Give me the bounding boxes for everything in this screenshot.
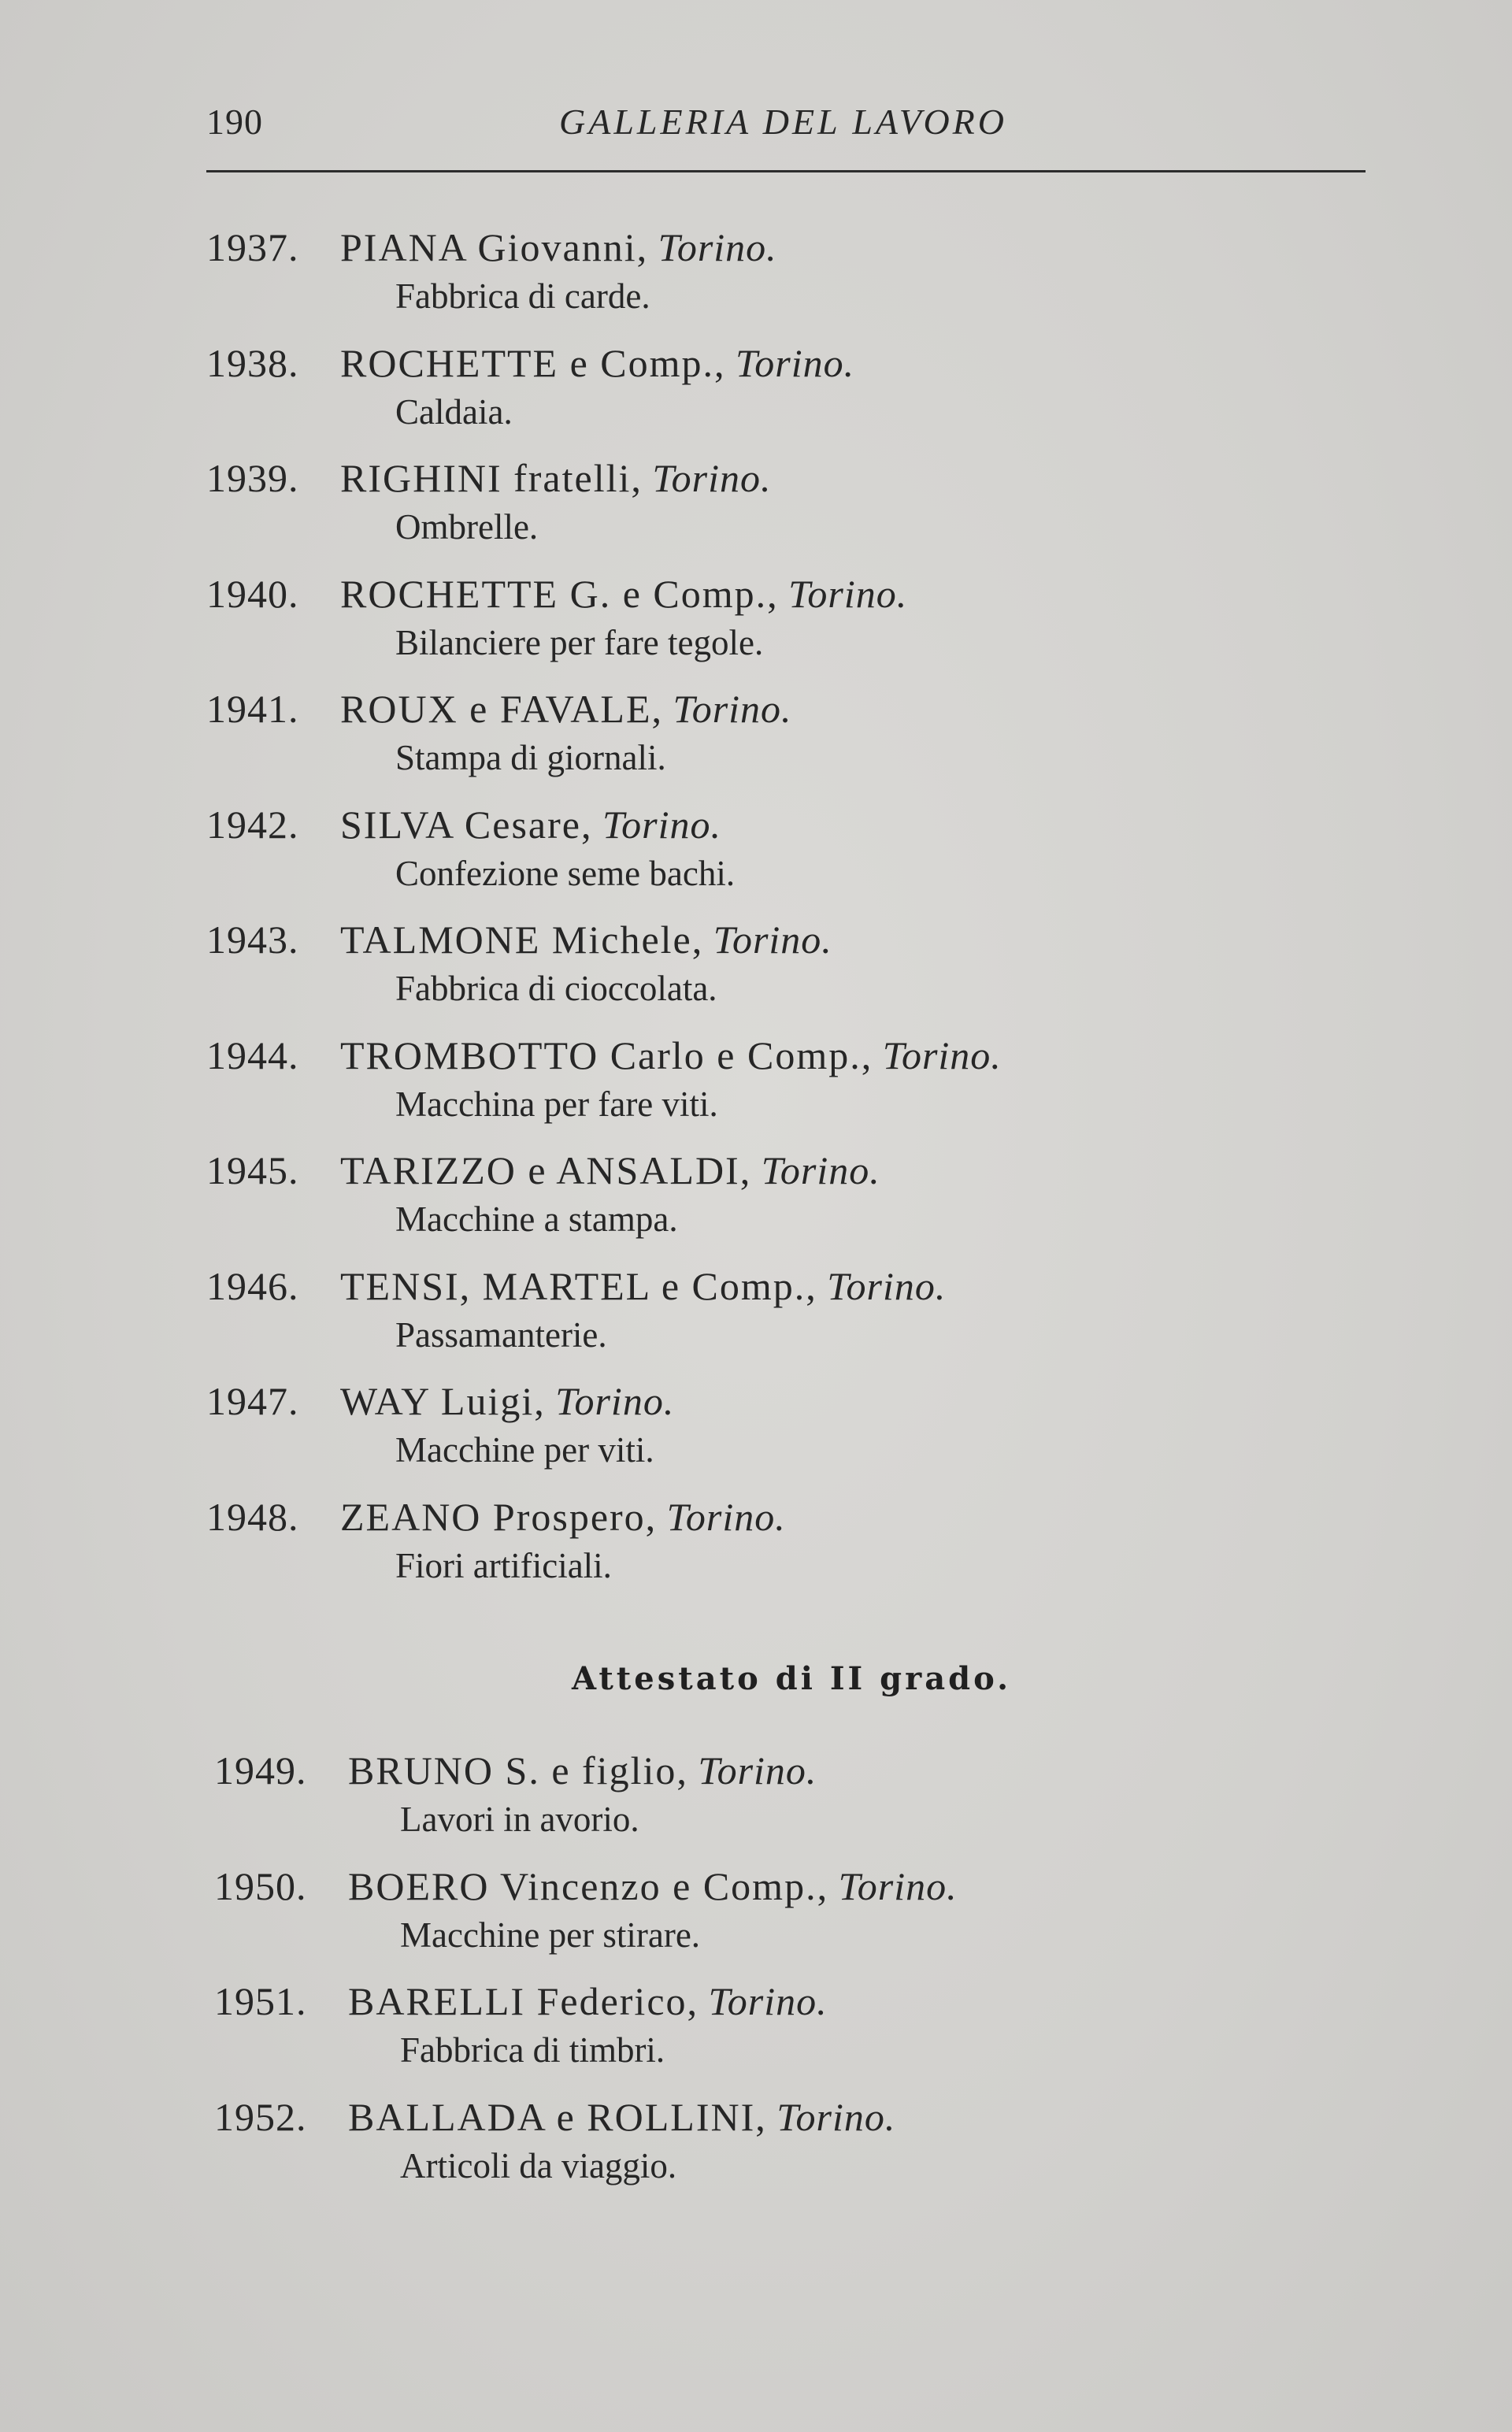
entry-number: 1937. bbox=[206, 225, 299, 269]
entry-city: Torino. bbox=[698, 1748, 817, 1792]
list-item bbox=[214, 1747, 1348, 1863]
entry-description: Fabbrica di cioccolata. bbox=[395, 969, 717, 1008]
running-title: GALLERIA DEL LAVORO bbox=[559, 102, 1007, 142]
entry-description: Passamanterie. bbox=[395, 1314, 607, 1355]
entry-name: ROCHETTE e Comp., bbox=[340, 340, 726, 385]
entry-list-second-grade bbox=[214, 1747, 1348, 2208]
entry-description: Fiori artificiali. bbox=[395, 1545, 612, 1585]
entry-number: 1942. bbox=[206, 802, 299, 847]
entry-city: Torino. bbox=[666, 1494, 786, 1539]
entry-name: ROCHETTE G. e Comp., bbox=[340, 571, 779, 616]
list-item bbox=[206, 916, 1340, 1032]
entry-description: Confezione seme bachi. bbox=[395, 853, 736, 893]
entry-description: Caldaia. bbox=[395, 391, 513, 432]
entry-name: RIGHINI fratelli, bbox=[340, 456, 643, 500]
entry-description: Lavori in avorio. bbox=[400, 1800, 639, 1839]
entry-city: Torino. bbox=[658, 225, 777, 269]
entry-number: 1938. bbox=[206, 340, 299, 385]
entry-line bbox=[206, 685, 792, 732]
entry-city: Torino. bbox=[708, 1979, 828, 2023]
page-number: 190 bbox=[206, 102, 263, 142]
entry-city: Torino. bbox=[827, 1263, 947, 1308]
entry-number: 1941. bbox=[206, 687, 299, 731]
entry-number: 1950. bbox=[214, 1863, 307, 1908]
entry-city: Torino. bbox=[673, 687, 792, 731]
entry-description: Macchina per fare viti. bbox=[395, 1084, 718, 1124]
entry-city: Torino. bbox=[555, 1379, 675, 1423]
entry-city: Torino. bbox=[788, 571, 908, 616]
list-item bbox=[206, 454, 1340, 570]
entry-number: 1945. bbox=[206, 1148, 299, 1192]
entry-description: Fabbrica di timbri. bbox=[400, 2030, 665, 2070]
list-item bbox=[206, 570, 1340, 686]
entry-name: WAY Luigi, bbox=[340, 1379, 546, 1423]
list-item bbox=[206, 1377, 1340, 1493]
entry-description: Ombrelle. bbox=[395, 507, 539, 547]
entry-description: Stampa di giornali. bbox=[395, 738, 666, 777]
entry-line bbox=[214, 1747, 817, 1794]
entry-number: 1947. bbox=[206, 1379, 299, 1423]
entry-name: BARELLI Federico, bbox=[348, 1979, 699, 2023]
entry-number: 1952. bbox=[214, 2094, 307, 2139]
entry-name: TROMBOTTO Carlo e Comp., bbox=[340, 1032, 873, 1077]
entry-line bbox=[206, 454, 771, 502]
list-item bbox=[206, 1032, 1340, 1147]
entry-name: TALMONE Michele, bbox=[340, 918, 704, 962]
entry-city: Torino. bbox=[713, 918, 832, 962]
entry-name: TENSI, MARTEL e Comp., bbox=[340, 1263, 817, 1308]
entry-line bbox=[206, 224, 777, 271]
entry-city: Torino. bbox=[882, 1032, 1002, 1077]
entry-line bbox=[206, 1262, 946, 1310]
list-item bbox=[206, 801, 1340, 917]
entry-line bbox=[206, 916, 832, 963]
entry-number: 1943. bbox=[206, 918, 299, 962]
entry-city: Torino. bbox=[761, 1148, 880, 1192]
entry-line bbox=[214, 1863, 958, 1910]
list-item bbox=[214, 2093, 1348, 2209]
running-head bbox=[206, 101, 1366, 156]
entry-number: 1951. bbox=[214, 1979, 307, 2023]
entry-line bbox=[214, 2093, 895, 2141]
entry-line bbox=[206, 339, 854, 387]
entry-line bbox=[214, 1978, 828, 2025]
entry-number: 1948. bbox=[206, 1494, 299, 1539]
entry-description: Fabbrica di carde. bbox=[395, 276, 650, 316]
entry-name: BRUNO S. e figlio, bbox=[348, 1748, 688, 1792]
entry-line bbox=[206, 1377, 674, 1425]
entry-name: TARIZZO e ANSALDI, bbox=[340, 1148, 752, 1192]
list-item bbox=[206, 224, 1340, 339]
entry-city: Torino. bbox=[602, 802, 722, 847]
entry-city: Torino. bbox=[838, 1863, 958, 1908]
list-item bbox=[206, 1147, 1340, 1262]
entry-number: 1949. bbox=[214, 1748, 307, 1792]
list-item bbox=[206, 1493, 1340, 1609]
entry-list-first-grade bbox=[206, 224, 1340, 1608]
entry-name: SILVA Cesare, bbox=[340, 802, 593, 847]
entry-name: ZEANO Prospero, bbox=[340, 1494, 658, 1539]
entry-line bbox=[206, 1032, 1002, 1079]
list-item bbox=[206, 339, 1340, 455]
list-item bbox=[214, 1863, 1348, 1978]
entry-number: 1944. bbox=[206, 1032, 299, 1077]
entry-name: ROUX e FAVALE, bbox=[340, 687, 663, 731]
list-item bbox=[214, 1978, 1348, 2093]
entry-city: Torino. bbox=[776, 2094, 896, 2139]
entry-description: Bilanciere per fare tegole. bbox=[395, 622, 764, 662]
entry-description: Macchine per stirare. bbox=[400, 1915, 701, 1955]
header-rule bbox=[206, 170, 1366, 172]
entry-city: Torino. bbox=[736, 340, 855, 385]
entry-city: Torino. bbox=[652, 456, 772, 500]
entry-line bbox=[206, 1147, 880, 1194]
entry-line bbox=[206, 801, 721, 848]
entry-number: 1939. bbox=[206, 456, 299, 500]
entry-description: Macchine per viti. bbox=[395, 1430, 654, 1470]
entry-line bbox=[206, 570, 907, 617]
section-heading: Attestato di II grado. bbox=[572, 1660, 1011, 1697]
entry-number: 1946. bbox=[206, 1263, 299, 1308]
entry-description: Articoli da viaggio. bbox=[400, 2145, 677, 2185]
entry-name: BOERO Vincenzo e Comp., bbox=[348, 1863, 829, 1908]
entry-name: BALLADA e ROLLINI, bbox=[348, 2094, 767, 2139]
entry-name: PIANA Giovanni, bbox=[340, 225, 649, 269]
list-item bbox=[206, 685, 1340, 801]
entry-line bbox=[206, 1493, 786, 1540]
entry-number: 1940. bbox=[206, 571, 299, 616]
list-item bbox=[206, 1262, 1340, 1378]
entry-description: Macchine a stampa. bbox=[395, 1199, 678, 1239]
